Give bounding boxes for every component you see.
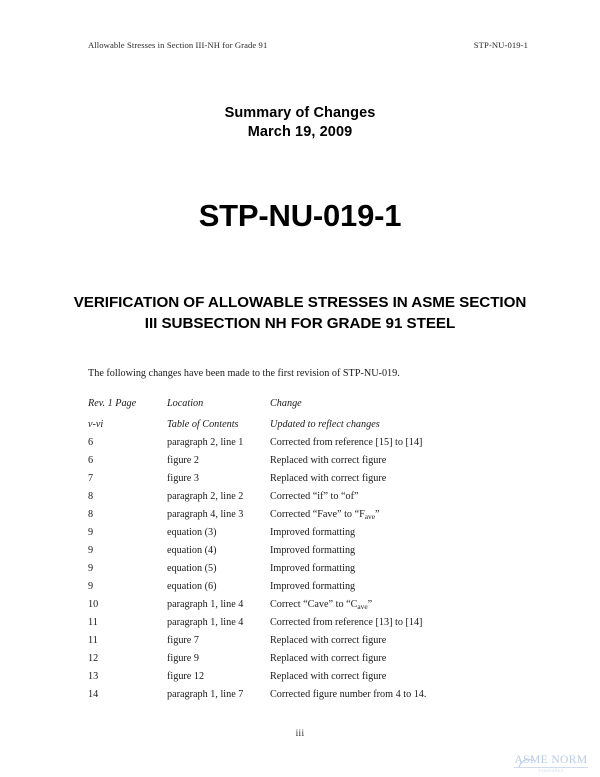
summary-of-changes-heading: Summary of Changes bbox=[224, 105, 376, 121]
cell-page: 12 bbox=[88, 653, 99, 664]
table-row bbox=[88, 416, 528, 434]
table-row bbox=[88, 596, 528, 614]
cell-location: Table of Contents bbox=[167, 419, 239, 430]
table-row bbox=[88, 506, 528, 524]
watermark-text: ASME NORM bbox=[514, 754, 588, 766]
cell-change: Corrected figure number from 4 to 14. bbox=[270, 689, 427, 700]
cell-page: 9 bbox=[88, 527, 94, 538]
cell-change: Corrected from reference [15] to [14] bbox=[270, 437, 423, 448]
cell-page: 7 bbox=[88, 473, 94, 484]
table-row bbox=[88, 650, 528, 668]
cell-location: equation (6) bbox=[167, 581, 217, 592]
cell-change: Replaced with correct figure bbox=[270, 473, 387, 484]
cell-location: paragraph 1, line 4 bbox=[167, 617, 244, 628]
cell-change: Replaced with correct figure bbox=[270, 653, 387, 664]
cell-location: figure 9 bbox=[167, 653, 199, 664]
cell-location: equation (3) bbox=[167, 527, 217, 538]
running-header-docnumber: STP-NU-019-1 bbox=[473, 40, 528, 50]
subject-line-1: VERIFICATION OF ALLOWABLE STRESSES IN ASME SECTION bbox=[73, 294, 527, 311]
cell-page: 9 bbox=[88, 581, 94, 592]
cell-change: Improved formatting bbox=[270, 545, 356, 556]
cell-change bbox=[270, 596, 528, 614]
cell-page: 9 bbox=[88, 563, 94, 574]
cell-page: 11 bbox=[88, 617, 98, 628]
table-row bbox=[88, 614, 528, 632]
changes-table-body bbox=[88, 416, 528, 704]
cell-location: figure 3 bbox=[167, 473, 199, 484]
change-text-suffix: ” bbox=[367, 599, 373, 610]
table-row bbox=[88, 524, 528, 542]
table-row bbox=[88, 686, 528, 704]
change-text-subscript: ave bbox=[357, 602, 368, 611]
table-row bbox=[88, 542, 528, 560]
cell-change bbox=[270, 506, 528, 524]
cell-change: Improved formatting bbox=[270, 581, 356, 592]
cell-page: 8 bbox=[88, 491, 94, 502]
table-row bbox=[88, 632, 528, 650]
change-text-prefix: Corrected “Fave” to “F bbox=[270, 509, 365, 520]
document-number-heading: STP-NU-019-1 bbox=[198, 198, 402, 233]
table-row bbox=[88, 452, 528, 470]
running-header-title: Allowable Stresses in Section III-NH for Grade 91 bbox=[88, 40, 268, 50]
changes-table-head bbox=[88, 395, 528, 416]
cell-page: v-vi bbox=[88, 419, 104, 430]
subject-line-2: III SUBSECTION NH FOR GRADE 91 STEEL bbox=[144, 315, 456, 332]
cell-page: 13 bbox=[88, 671, 99, 682]
change-text-prefix: Correct “Cave” to “C bbox=[270, 599, 358, 610]
cell-location: paragraph 1, line 4 bbox=[167, 599, 244, 610]
cell-location: figure 7 bbox=[167, 635, 199, 646]
cell-location: paragraph 4, line 3 bbox=[167, 509, 244, 520]
document-date: March 19, 2009 bbox=[247, 124, 353, 140]
change-text-subscript: ave bbox=[364, 512, 376, 521]
table-row bbox=[88, 488, 528, 506]
cell-location: paragraph 2, line 1 bbox=[167, 437, 244, 448]
asme-norm-watermark-logo bbox=[508, 755, 594, 774]
cell-change: Corrected “if” to “of” bbox=[270, 491, 359, 502]
cell-page: 14 bbox=[88, 689, 99, 700]
cell-change: Replaced with correct figure bbox=[270, 671, 387, 682]
change-text-suffix: ” bbox=[375, 509, 380, 520]
cell-location: equation (4) bbox=[167, 545, 217, 556]
table-row bbox=[88, 668, 528, 686]
column-header-page: Rev. 1 Page bbox=[88, 398, 137, 409]
running-header bbox=[88, 40, 528, 50]
cell-change: Updated to reflect changes bbox=[270, 419, 380, 430]
cell-change: Improved formatting bbox=[270, 527, 356, 538]
table-row bbox=[88, 470, 528, 488]
cell-change: Replaced with correct figure bbox=[270, 455, 387, 466]
table-row bbox=[88, 560, 528, 578]
cell-change: Replaced with correct figure bbox=[270, 635, 387, 646]
cell-page: 9 bbox=[88, 545, 94, 556]
table-row bbox=[88, 434, 528, 452]
cell-page: 6 bbox=[88, 455, 94, 466]
cell-location: paragraph 1, line 7 bbox=[167, 689, 244, 700]
intro-paragraph: The following changes have been made to the first revision of STP-NU-019. bbox=[88, 368, 400, 380]
cell-page: 8 bbox=[88, 509, 94, 520]
cell-page: 6 bbox=[88, 437, 94, 448]
page-number: iii bbox=[295, 729, 305, 739]
document-subject-heading bbox=[50, 292, 550, 334]
cell-location: paragraph 2, line 2 bbox=[167, 491, 244, 502]
table-header-row bbox=[88, 395, 528, 416]
cell-page: 10 bbox=[88, 599, 99, 610]
cell-location: figure 2 bbox=[167, 455, 199, 466]
title-block bbox=[0, 104, 600, 142]
cell-change: Improved formatting bbox=[270, 563, 356, 574]
cell-change: Corrected from reference [13] to [14] bbox=[270, 617, 423, 628]
column-header-location: Location bbox=[167, 398, 204, 409]
cell-location: equation (5) bbox=[167, 563, 217, 574]
watermark-subtext: STANDARDS bbox=[538, 769, 564, 773]
cell-location: figure 12 bbox=[167, 671, 205, 682]
column-header-change: Change bbox=[270, 398, 302, 409]
watermark-divider bbox=[514, 767, 588, 768]
cell-page: 11 bbox=[88, 635, 98, 646]
changes-table bbox=[88, 395, 528, 704]
table-row bbox=[88, 578, 528, 596]
